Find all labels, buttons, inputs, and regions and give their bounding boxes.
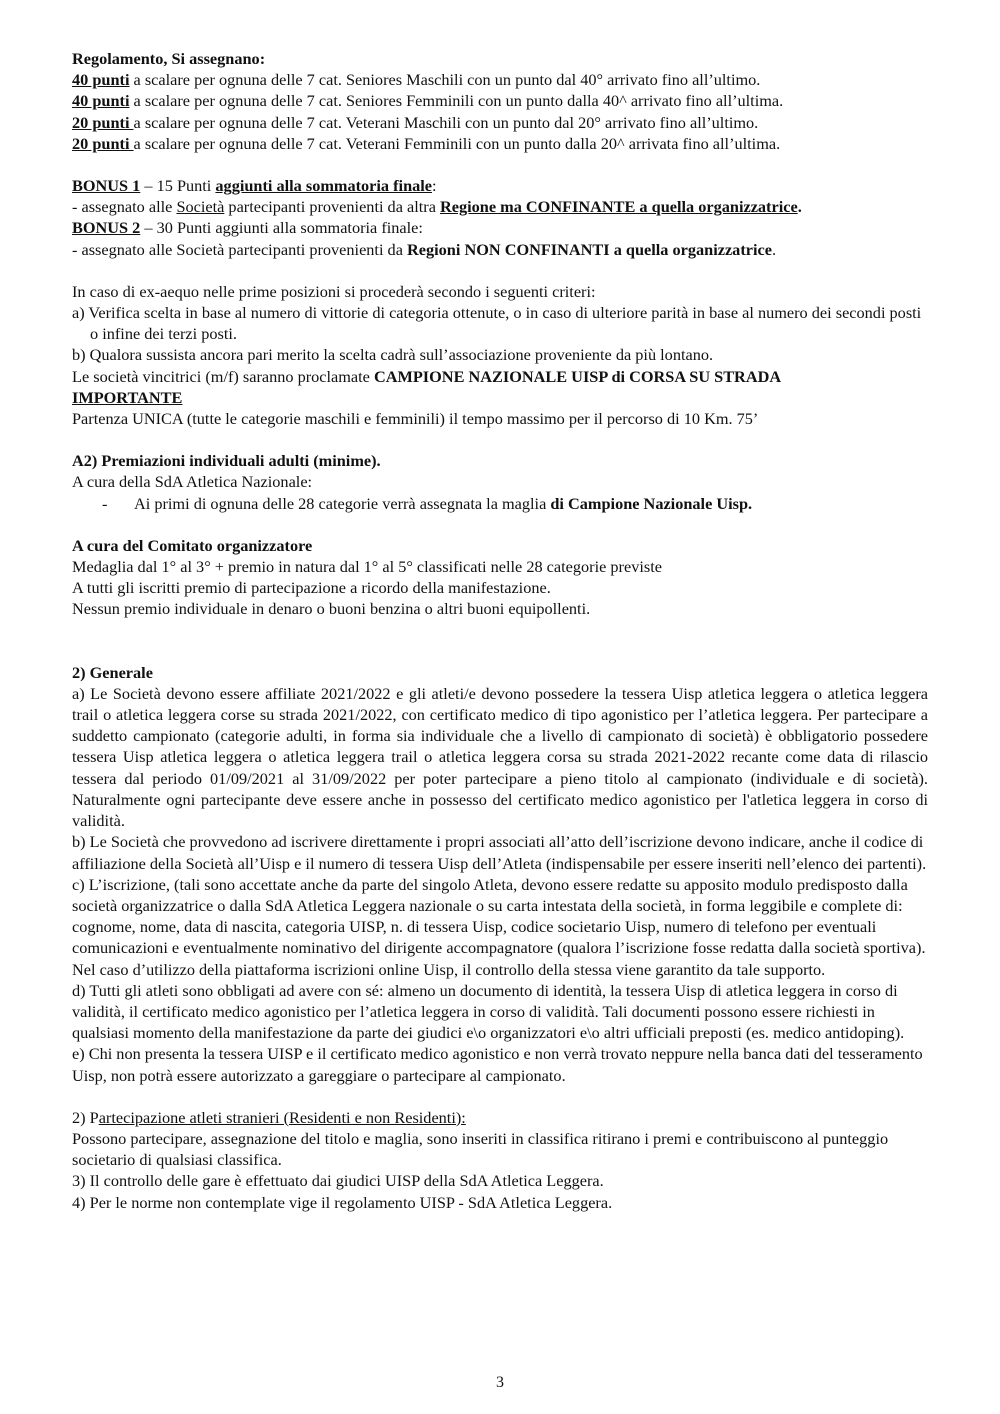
generale-b: b) Le Società che provvedono ad iscrivere direttamente i propri associati all’atto dell’iscrizione devono indicare, anche il codice di affiliazione della Società all’Uisp e il numero di tessera Uisp dell’Atleta (indispensabile per essere inseriti nell’elenco dei partenti). <box>72 832 927 873</box>
text-emphasis: di Campione Nazionale Uisp. <box>550 493 753 513</box>
bonus2-label: BONUS 2 <box>72 218 141 238</box>
rule-4: 4) Per le norme non contemplate vige il regolamento UISP - SdA Atletica Leggera. <box>72 1192 613 1212</box>
comitato-heading: A cura del Comitato organizzatore <box>72 535 313 555</box>
stranieri-text: Possono partecipare, assegnazione del titolo e maglia, sono inseriti in classifica ritirano i premi e contribuiscono al punteggio societario di qualsiasi classifica. <box>72 1128 889 1170</box>
bonus1-points: – 15 Punti <box>140 176 216 196</box>
points-label: 40 punti <box>72 91 130 111</box>
comitato-line: A tutti gli iscritti premio di partecipazione a ricordo della manifestazione. <box>72 578 551 598</box>
a2-cura: A cura della SdA Atletica Nazionale: <box>72 472 313 492</box>
comitato-line: Medaglia dal 1° al 3° + premio in natura dal 1° al 5° classificati nelle 28 categorie previste <box>72 557 662 577</box>
row-text: a scalare per ognuna delle 7 cat. Seniores Maschili con un punto dal 40° arrivato fino all’ultimo. <box>129 70 761 90</box>
partenza-line: Partenza UNICA (tutte le categorie maschili e femminili) il tempo massimo per il percorso di 10 Km. 75’ <box>72 409 759 429</box>
bonus1-colon: : <box>432 176 437 196</box>
text: . <box>771 239 777 259</box>
exaequo-criterion-b: b) Qualora sussista ancora pari merito la scelta cadrà sull’associazione proveniente da più lontano. <box>72 345 714 365</box>
bonus1-description <box>72 196 928 217</box>
bonus2-points: – 30 Punti aggiunti alla sommatoria finale: <box>140 218 423 238</box>
comitato-line: Nessun premio individuale in denaro o buoni benzina o altri buoni equipollenti. <box>72 599 591 619</box>
text: . <box>797 197 802 217</box>
generale-e: e) Chi non presenta la tessera UISP e il certificato medico agonistico e non verrà trovato neppure nella banca dati del tesseramento Uisp, non potrà essere autorizzato a gareggiare o partecipare al campionato. <box>72 1044 923 1085</box>
a2-heading: A2) Premiazioni individuali adulti (minime). <box>72 451 381 471</box>
bonus2-title <box>72 217 928 238</box>
bullet-dash: - <box>102 493 108 513</box>
text: Ai primi di ognuna delle 28 categorie verrà assegnata la maglia <box>134 493 551 513</box>
generale-c: c) L’iscrizione, (tali sono accettate anche da parte del singolo Atleta, devono essere redatte su apposito modulo predisposto dalla società organizzatrice o dalla SdA Atletica Leggera nazionale o su carta intestata della società, in forma leggibile e complete di: cognome, nome, data di nascita, categoria UISP, n. di tessera Uisp, codice societario Uisp, numero di telefono per eventuali comunicazioni e eventualmente nominativo del dirigente accompagnatore (qualora l’iscrizione fosse redatta dalla società sportiva). <box>72 874 926 958</box>
points-label: 40 punti <box>72 70 130 90</box>
text-underlined: Società <box>176 197 225 217</box>
exaequo-criterion-a: a) Verifica scelta in base al numero di vittorie di categoria ottenute, o in caso di ulteriore parità in base al numero dei secondi posti o infine dei terzi posti. <box>72 303 922 344</box>
bonus1-label: BONUS 1 <box>72 176 141 196</box>
row-text: a scalare per ognuna delle 7 cat. Veterani Femminili con un punto dalla 20^ arrivata fino all’ultima. <box>133 133 781 153</box>
text-emphasis: Regioni NON CONFINANTI a quella organizzatrice <box>407 239 772 259</box>
text-emphasis: CAMPIONE NAZIONALE UISP di CORSA SU STRADA <box>373 366 782 386</box>
stranieri-heading <box>72 1107 928 1128</box>
rule-3: 3) Il controllo delle gare è effettuato dai giudici UISP della SdA Atletica Leggera. <box>72 1171 604 1191</box>
text: Le società vincitrici (m/f) saranno proclamate <box>72 366 374 386</box>
text: - assegnato alle <box>72 197 177 217</box>
bonus1-title <box>72 175 928 196</box>
regolamento-heading: Regolamento, Si assegnano: <box>72 49 266 68</box>
regolamento-row <box>72 112 928 133</box>
exaequo-intro: In caso di ex-aequo nelle prime posizioni si procederà secondo i seguenti criteri: <box>72 281 596 301</box>
text: - assegnato alle Società partecipanti provenienti da <box>72 239 407 259</box>
bonus1-emphasis: aggiunti alla sommatoria finale <box>215 176 433 196</box>
regolamento-row <box>72 133 928 154</box>
generale-heading: 2) Generale <box>72 662 153 682</box>
document-page <box>72 48 928 1213</box>
text-underlined: artecipazione atleti stranieri (Residenti e non Residenti): <box>98 1107 466 1127</box>
campione-line <box>72 366 928 387</box>
row-text: a scalare per ognuna delle 7 cat. Veterani Maschili con un punto dal 20° arrivato fino all’ultimo. <box>133 112 759 132</box>
generale-online: Nel caso d’utilizzo della piattaforma iscrizioni online Uisp, il controllo della stessa viene garantito da tale supporto. <box>72 959 826 979</box>
text-emphasis: Regione ma CONFINANTE a quella organizzatrice <box>440 197 798 217</box>
points-label: 20 punti <box>72 133 134 153</box>
generale-a: a) Le Società devono essere affiliate 2021/2022 e gli atleti/e devono possedere la tessera Uisp atletica leggera o atletica leggera trail o atletica leggera corse su strada 2021/2022, con certificato medico di tipo agonistico per l’atletica leggera. Per partecipare a suddetto campionato (categorie adulti, in forma sia individuale che a livello di campionato di società) è obbligatorio possedere tessera Uisp atletica leggera o atletica leggera trail o atletica leggera corsa su strada 2021-2022 recante come data di rilascio tessera dal periodo 01/09/2021 al 31/09/2022 per poter partecipare a pieno titolo al campionato (individuale e di società). Naturalmente ogni partecipante deve essere anche in possesso del certificato medico agonistico per l'atletica leggera in corso di validità. <box>72 683 928 831</box>
points-label: 20 punti <box>72 112 134 132</box>
generale-d: d) Tutti gli atleti sono obbligati ad avere con sé: almeno un documento di identità, la tessera Uisp di atletica leggera in corso di validità, il certificato medico agonistico per l’atletica leggera in corso di validità. Tali documenti possono essere richiesti in qualsiasi momento della manifestazione da parte dei giudici e\o organizzatori e\o altri ufficiali preposti (es. medico antidoping). <box>72 980 905 1043</box>
regolamento-row <box>72 90 928 111</box>
page-number: 3 <box>496 1374 504 1391</box>
row-text: a scalare per ognuna delle 7 cat. Seniores Femminili con un punto dalla 40^ arrivato fino all’ultima. <box>129 91 784 111</box>
importante-label: IMPORTANTE <box>72 387 183 407</box>
bonus2-description <box>72 239 928 260</box>
regolamento-row <box>72 69 928 90</box>
text: partecipanti provenienti da altra <box>224 197 440 217</box>
a2-bullet <box>72 493 928 514</box>
text: 2) P <box>72 1107 99 1127</box>
